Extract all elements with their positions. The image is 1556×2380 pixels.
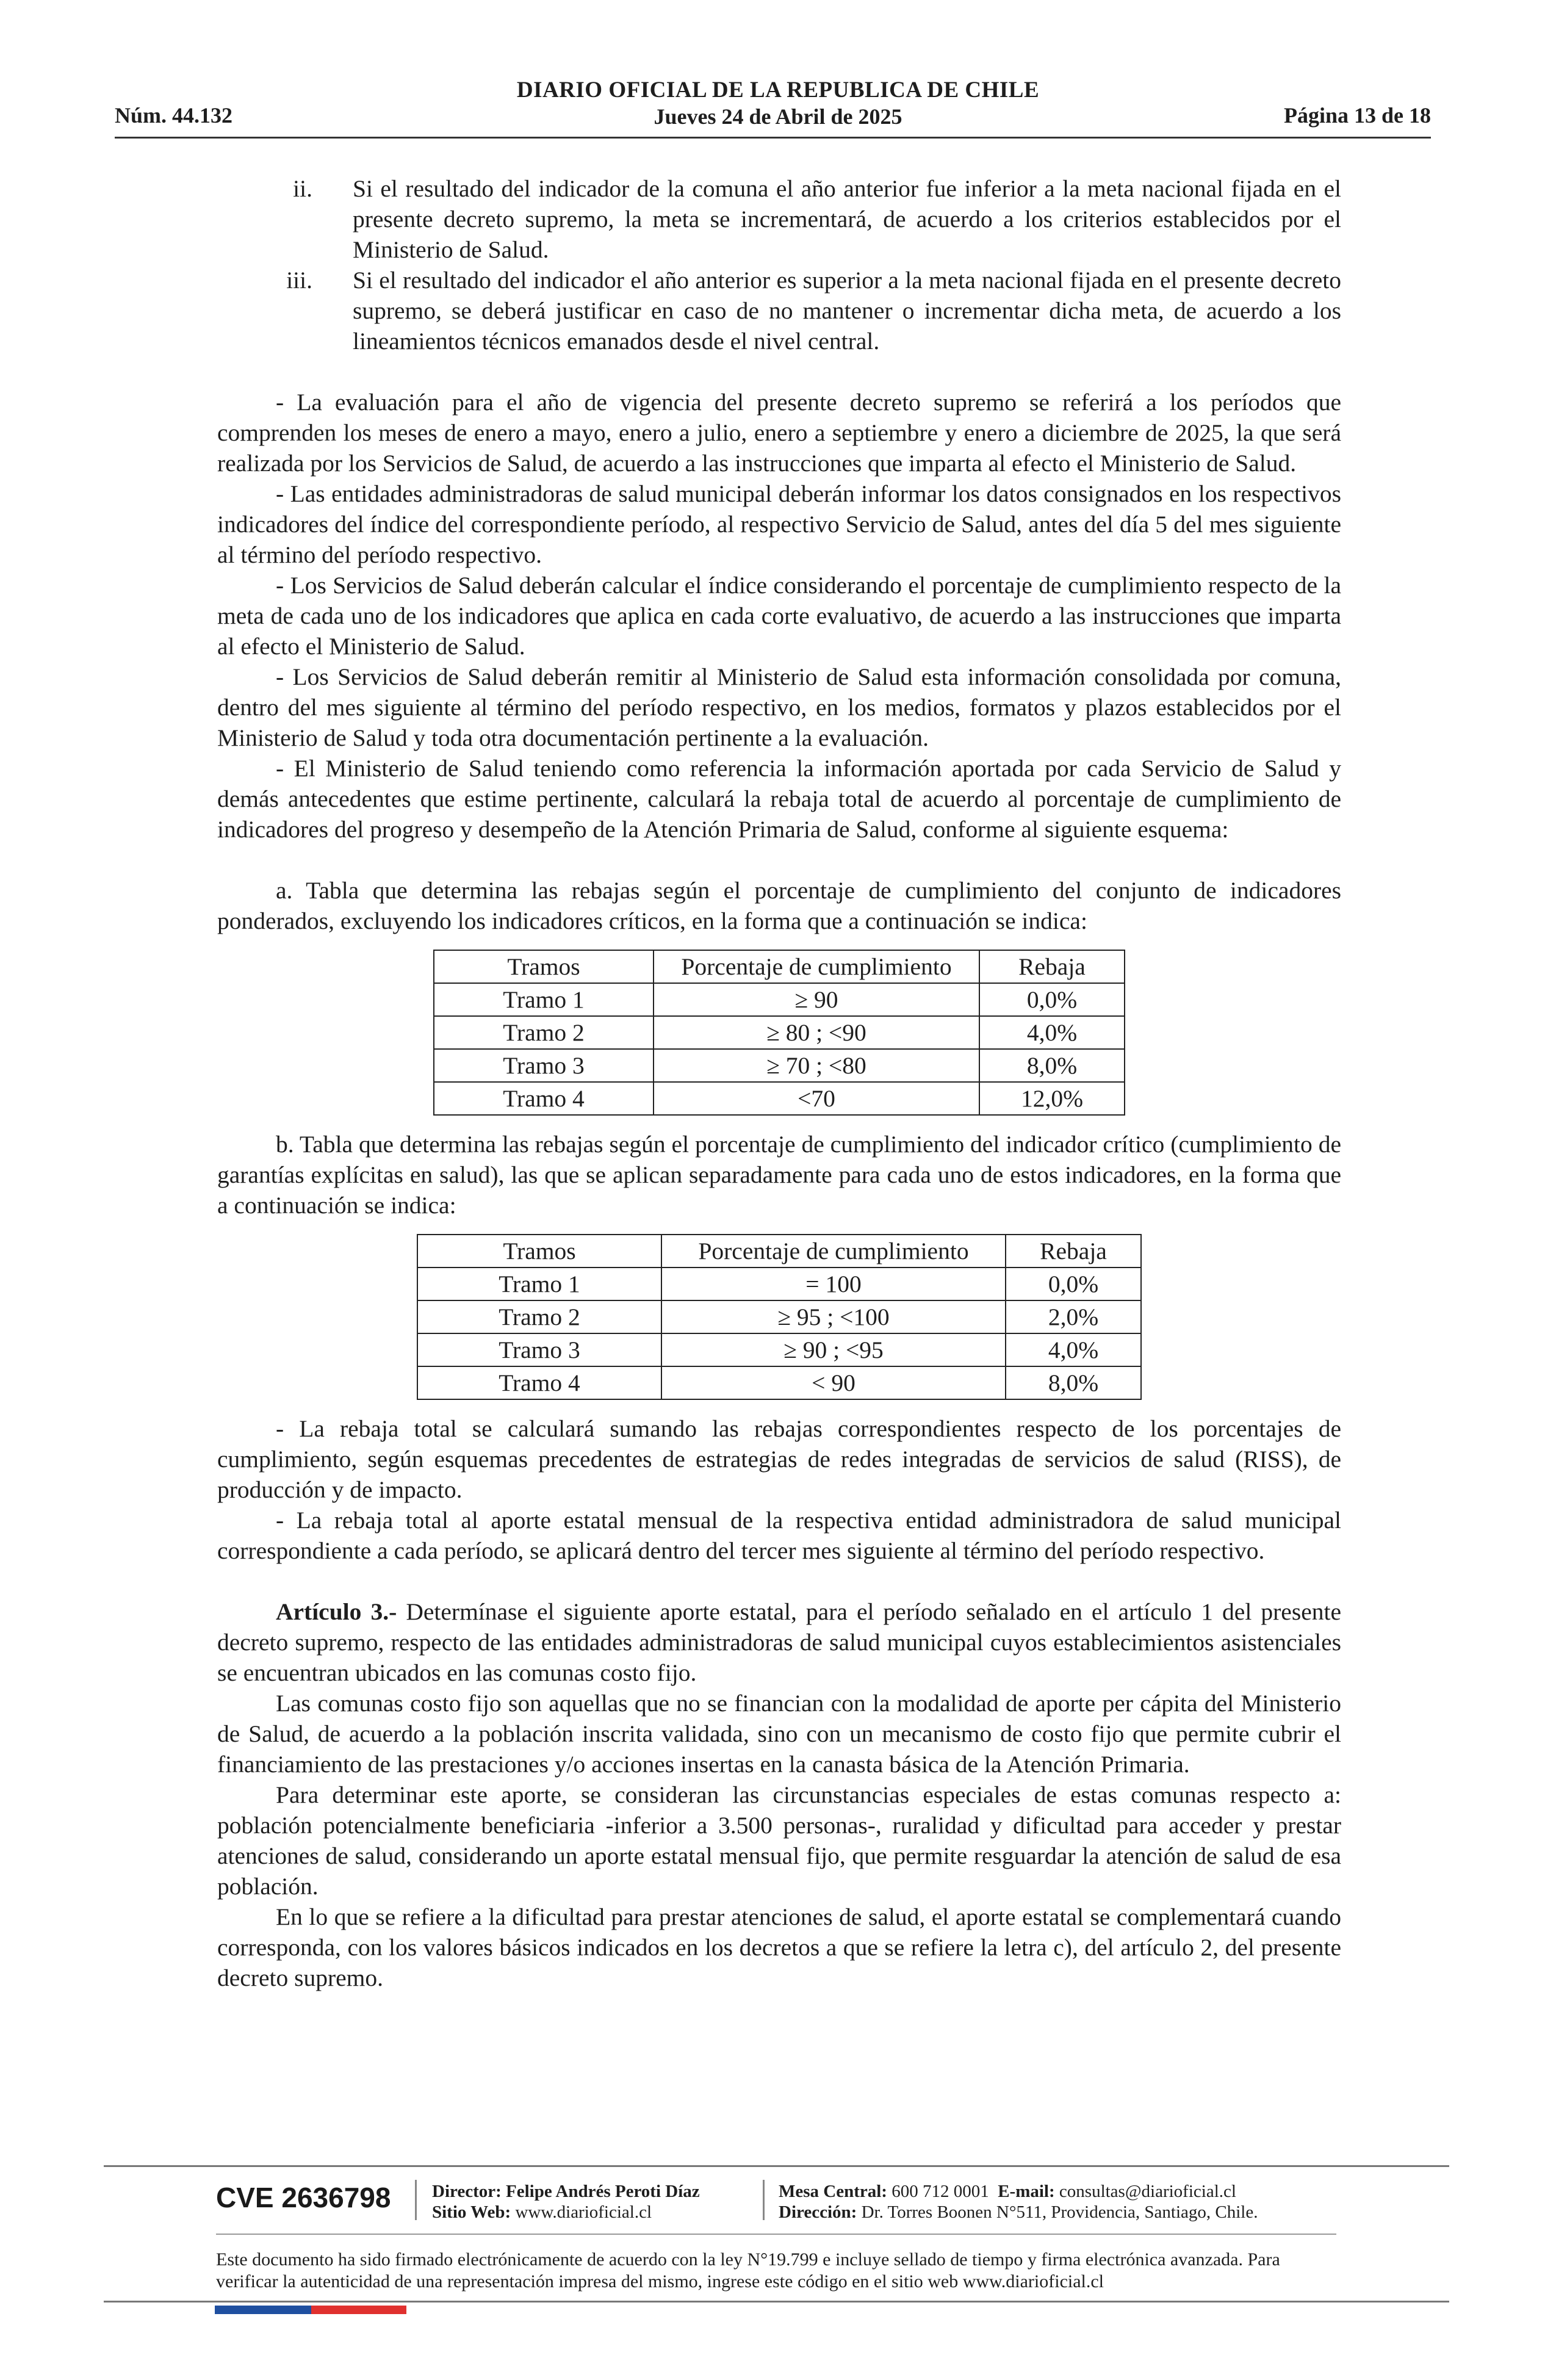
- list-item-number: iii.: [286, 267, 312, 294]
- article-text: Determínase el siguiente aporte estatal, para el período señalado en el artículo 1 del presente decreto supremo, respecto de las entidades administradoras de salud municipal cuyos establecimientos asistenciales se encuentran ubicados en las comunas costo fijo.: [217, 1598, 1341, 1686]
- footer-director-block: [432, 2181, 700, 2223]
- publication-title: DIARIO OFICIAL DE LA REPUBLICA DE CHILE: [516, 78, 1040, 103]
- column-header-rebaja: Rebaja: [1006, 1235, 1141, 1268]
- cell-porcentaje: ≥ 90: [654, 983, 979, 1016]
- table-header-row: [434, 950, 1125, 983]
- rebate-table-b: [417, 1234, 1142, 1400]
- cell-porcentaje: = 100: [661, 1268, 1006, 1300]
- footer-separator: [763, 2180, 765, 2220]
- footer-contact-block: [779, 2181, 1258, 2223]
- column-header-tramos: Tramos: [434, 950, 654, 983]
- paragraph: Para determinar este aporte, se consideran las circunstancias especiales de estas comunas respecto a: población potencialmente beneficiaria -inferior a 3.500 personas-, ruralidad y dificultad para acceder y prestar atenciones de salud, considerando un aporte estatal mensual fijo, que permite resguardar la atención de salud de esa población.: [217, 1781, 1341, 1900]
- table-row: [434, 1082, 1125, 1115]
- cell-porcentaje: ≥ 70 ; <80: [654, 1049, 979, 1082]
- list-item: [217, 265, 1341, 356]
- legal-notice: Este documento ha sido firmado electrónicamente de acuerdo con la ley N°19.799 e incluye sellado de tiempo y firma electrónica avanzada. Para verificar la autenticidad de una representación impresa del mismo, ingrese este código en el sitio web www.diarioficial.cl: [216, 2249, 1280, 2292]
- table-b-intro: b. Tabla que determina las rebajas según el porcentaje de cumplimiento del indicador crítico (cumplimiento de garantías explícitas en salud), las que se aplican separadamente para cada uno de estos indicadores, en la forma que a continuación se indica:: [217, 1131, 1341, 1219]
- director-name: Felipe Andrés Peroti Díaz: [506, 2182, 700, 2201]
- document-body: [217, 173, 1341, 1993]
- site-label: Sitio Web:: [432, 2202, 511, 2222]
- cell-porcentaje: ≥ 80 ; <90: [654, 1016, 979, 1049]
- cell-tramo: Tramo 2: [434, 1016, 654, 1049]
- phone-label: Mesa Central:: [779, 2182, 887, 2201]
- cell-rebaja: 12,0%: [979, 1082, 1125, 1115]
- cell-porcentaje: ≥ 95 ; <100: [661, 1300, 1006, 1333]
- table-row: [434, 1049, 1125, 1082]
- phone-value: 600 712 0001: [891, 2182, 989, 2201]
- footer-separator: [415, 2180, 417, 2220]
- flag-bar-red: [311, 2306, 406, 2314]
- spacer: [217, 356, 1341, 387]
- list-item: [217, 173, 1341, 265]
- paragraph: - Las entidades administradoras de salud municipal deberán informar los datos consignados en los respectivos indicadores del índice del correspondiente período, al respectivo Servicio de Salud, antes del día 5 del mes siguiente al término del período respectivo.: [217, 480, 1341, 568]
- footer-divider: [104, 2165, 1449, 2167]
- cell-rebaja: 2,0%: [1006, 1300, 1141, 1333]
- table-row: [417, 1333, 1141, 1366]
- director-label: Director:: [432, 2182, 502, 2201]
- paragraph: - La evaluación para el año de vigencia del presente decreto supremo se referirá a los períodos que comprenden los meses de enero a mayo, enero a julio, enero a septiembre y enero a diciembre de 2025, la que será realizada por los Servicios de Salud, de acuerdo a las instrucciones que imparta al efecto el Ministerio de Salud.: [217, 389, 1341, 477]
- table-row: [434, 1016, 1125, 1049]
- paragraph: - Los Servicios de Salud deberán remitir al Ministerio de Salud esta información consolidada por comuna, dentro del mes siguiente al término del período respectivo, en los medios, formatos y plazos establecidos por el Ministerio de Salud y toda otra documentación pertinente a la evaluación.: [217, 663, 1341, 751]
- email-label: E-mail:: [998, 2182, 1055, 2201]
- footer-bottom-divider: [104, 2301, 1449, 2302]
- cell-tramo: Tramo 1: [434, 983, 654, 1016]
- footer-address: [779, 2202, 1258, 2223]
- table-row: [417, 1300, 1141, 1333]
- column-header-porcentaje: Porcentaje de cumplimiento: [654, 950, 979, 983]
- table-header-row: [417, 1235, 1141, 1268]
- paragraph: - Los Servicios de Salud deberán calcular el índice considerando el porcentaje de cumplimiento respecto de la meta de cada uno de los indicadores que aplica en cada corte evaluativo, de acuerdo a las instrucciones que imparta al efecto el Ministerio de Salud.: [217, 572, 1341, 660]
- table-row: [417, 1366, 1141, 1399]
- column-header-tramos: Tramos: [417, 1235, 661, 1268]
- flag-bar-blue: [215, 2306, 311, 2314]
- list-item-text: Si el resultado del indicador de la comuna el año anterior fue inferior a la meta nacional fijada en el presente decreto supremo, la meta se incrementará, de acuerdo a los criterios establecidos por el Ministerio de Salud.: [353, 175, 1341, 263]
- table-a-intro: a. Tabla que determina las rebajas según el porcentaje de cumplimiento del conjunto de indicadores ponderados, excluyendo los indicadores críticos, en la forma que a continuación se indica:: [217, 877, 1341, 934]
- cell-porcentaje: <70: [654, 1082, 979, 1115]
- spacer: [217, 845, 1341, 875]
- column-header-rebaja: Rebaja: [979, 950, 1125, 983]
- cell-rebaja: 8,0%: [1006, 1366, 1141, 1399]
- address-value: Dr. Torres Boonen N°511, Providencia, Santiago, Chile.: [861, 2202, 1258, 2222]
- rebate-table-a: [433, 950, 1125, 1116]
- cve-code: CVE 2636798: [216, 2182, 391, 2213]
- header-divider: [115, 137, 1431, 139]
- spacer: [217, 1566, 1341, 1596]
- footer-thin-divider: [216, 2234, 1336, 2235]
- footer-phone-email: [779, 2181, 1258, 2202]
- page-number: Página 13 de 18: [1283, 103, 1431, 128]
- cell-rebaja: 0,0%: [1006, 1268, 1141, 1300]
- cell-tramo: Tramo 2: [417, 1300, 661, 1333]
- cell-tramo: Tramo 1: [417, 1268, 661, 1300]
- issue-number: Núm. 44.132: [115, 103, 233, 128]
- list-item-number: ii.: [293, 175, 312, 202]
- table-row: [417, 1268, 1141, 1300]
- cell-tramo: Tramo 3: [434, 1049, 654, 1082]
- cell-rebaja: 4,0%: [1006, 1333, 1141, 1366]
- publication-date: Jueves 24 de Abril de 2025: [654, 104, 902, 129]
- cell-rebaja: 4,0%: [979, 1016, 1125, 1049]
- paragraph: - La rebaja total se calculará sumando las rebajas correspondientes respecto de los porcentajes de cumplimiento, según esquemas precedentes de estrategias de redes integradas de servicios de salud (RISS), de producción y de impacto.: [217, 1415, 1341, 1503]
- article-heading: Artículo 3.-: [276, 1598, 397, 1625]
- site-link[interactable]: www.diarioficial.cl: [515, 2202, 652, 2222]
- paragraph: - La rebaja total al aporte estatal mensual de la respectiva entidad administradora de salud municipal correspondiente a cada período, se aplicará dentro del tercer mes siguiente al término del período respectivo.: [217, 1507, 1341, 1564]
- table-row: [434, 983, 1125, 1016]
- paragraph: - El Ministerio de Salud teniendo como referencia la información aportada por cada Servicio de Salud y demás antecedentes que estime pertinente, calculará la rebaja total de acuerdo al porcentaje de cumplimiento de indicadores del progreso y desempeño de la Atención Primaria de Salud, conforme al siguiente esquema:: [217, 755, 1341, 843]
- email-link[interactable]: consultas@diarioficial.cl: [1059, 2182, 1236, 2201]
- cell-porcentaje: < 90: [661, 1366, 1006, 1399]
- column-header-porcentaje: Porcentaje de cumplimiento: [661, 1235, 1006, 1268]
- cell-tramo: Tramo 4: [434, 1082, 654, 1115]
- cell-rebaja: 8,0%: [979, 1049, 1125, 1082]
- list-item-text: Si el resultado del indicador el año anterior es superior a la meta nacional fijada en el presente decreto supremo, se deberá justificar en caso de no mantener o incrementar dicha meta, de acuerdo a los lineamientos técnicos emanados desde el nivel central.: [353, 267, 1341, 355]
- paragraph: Las comunas costo fijo son aquellas que no se financian con la modalidad de aporte per cápita del Ministerio de Salud, de acuerdo a la población inscrita validada, sino con un mecanismo de costo fijo que permite cubrir el financiamiento de las prestaciones y/o acciones insertas en la canasta básica de la Atención Primaria.: [217, 1690, 1341, 1778]
- cell-rebaja: 0,0%: [979, 983, 1125, 1016]
- cell-tramo: Tramo 3: [417, 1333, 661, 1366]
- article-3-paragraph: [217, 1596, 1341, 1688]
- footer-website: [432, 2202, 700, 2223]
- cell-tramo: Tramo 4: [417, 1366, 661, 1399]
- paragraph: En lo que se refiere a la dificultad para prestar atenciones de salud, el aporte estatal se complementará cuando corresponda, con los valores básicos indicados en los decretos a que se refiere la letra c), del artículo 2, del presente decreto supremo.: [217, 1903, 1341, 1991]
- address-label: Dirección:: [779, 2202, 857, 2222]
- footer-director: [432, 2181, 700, 2202]
- cell-porcentaje: ≥ 90 ; <95: [661, 1333, 1006, 1366]
